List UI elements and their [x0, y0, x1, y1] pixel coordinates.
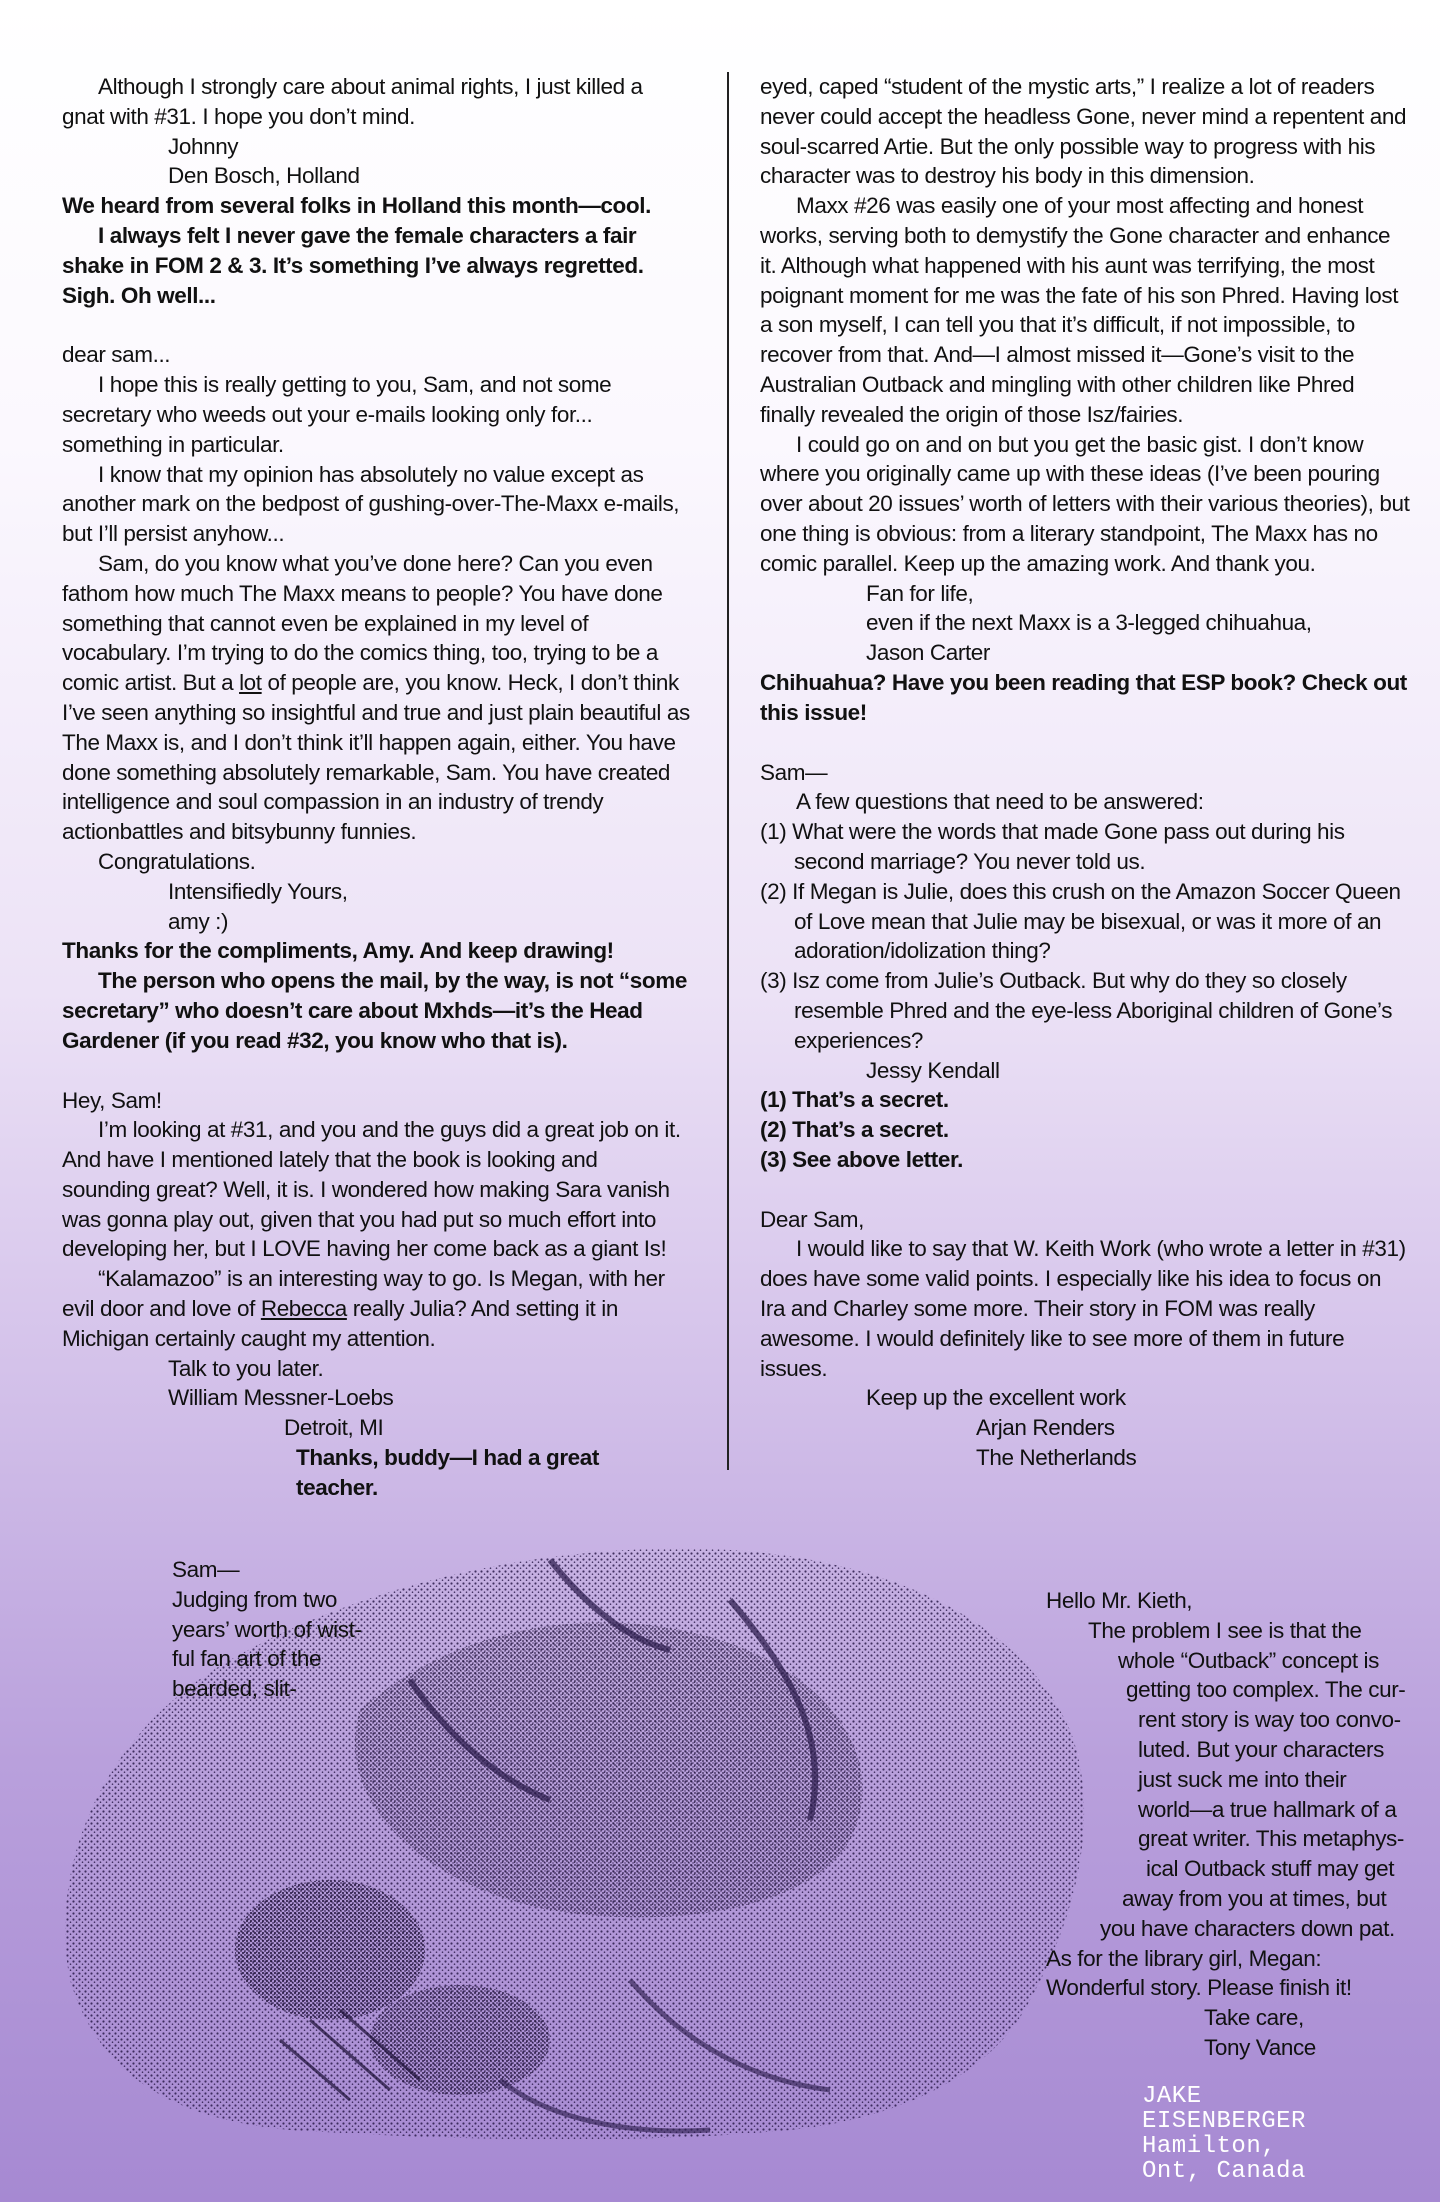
signature-name: amy :) [168, 908, 229, 934]
letter-paragraph: eyed, caped “student of the mystic arts,” I realize a lot of readers never could accept the headless Gone, never mind a repentent and soul-scarred Artie. But the only possible way to progress with his character was to destroy his body in this dimension. [760, 74, 1407, 189]
editor-reply: Thanks for the compliments, Amy. And keep drawing! [62, 938, 614, 964]
letter-line: ful fan art of the [172, 1646, 322, 1672]
spacer [760, 1175, 1410, 1205]
letter-paragraph [62, 549, 690, 847]
question-item: (2) If Megan is Julie, does this crush on the Amazon Soccer Queen of Love mean that Julie may be bisexual, or was it more of an adoration/idolization thing? [760, 878, 1401, 964]
letter-line: world—a true hallmark of a [1138, 1796, 1397, 1822]
letter-line: you have characters down pat. [1100, 1915, 1395, 1941]
signature-name: Jessy Kendall [866, 1057, 1000, 1083]
editor-reply: We heard from several folks in Holland this month—cool. [62, 193, 651, 219]
letter-line: great writer. This metaphys- [1138, 1826, 1404, 1852]
letter-line: luted. But your characters [1138, 1736, 1384, 1762]
letter-signoff: Talk to you later. [168, 1355, 324, 1381]
letter-signoff: Fan for life, [866, 580, 974, 606]
text-run: really Julia? And setting it in Michigan certainly caught my attention. [62, 1296, 618, 1351]
letter-signoff: even if the next Maxx is a 3-legged chihuahua, [866, 610, 1312, 636]
letter-signoff: Intensifiedly Yours, [168, 878, 348, 904]
letter-line: Wonderful story. Please finish it! [1046, 1975, 1352, 2001]
letter-closing: Congratulations. [98, 848, 256, 874]
artist-first-name: JAKE [1142, 2083, 1202, 2110]
answer-item: (1) That’s a secret. [760, 1087, 949, 1113]
letter-greeting: Sam— [172, 1557, 240, 1582]
question-item: (1) What were the words that made Gone pass out during his second marriage? You never told us. [760, 819, 1345, 874]
artist-region: Ont, Canada [1142, 2158, 1306, 2185]
spacer [62, 310, 690, 340]
letter-paragraph: A few questions that need to be answered: [796, 789, 1204, 815]
spacer [62, 1056, 690, 1086]
letter-line: ical Outback stuff may get [1146, 1856, 1395, 1882]
letter-line: bearded, slit- [172, 1676, 297, 1702]
letter-paragraph: Maxx #26 was easily one of your most affecting and honest works, serving both to demystify the Gone character and enhance it. Although what happened with his aunt was terrifying, the most poignant moment for me was the fate of his son Phred. Having lost a son myself, I can tell you that it’s difficult, if not impossible, to recover from that. And—I almost missed it—Gone’s visit to the Australian Outback and mingling with other children like Phred finally revealed the origin of those Isz/fairies. [760, 193, 1399, 427]
letter-line: just suck me into their [1138, 1766, 1347, 1792]
letter-paragraph [62, 1264, 690, 1353]
right-column [760, 72, 1410, 1473]
art-letter-right [1046, 1586, 1431, 2063]
letter-signoff: Keep up the excellent work [866, 1385, 1126, 1411]
artist-last-name: EISENBERGER [1142, 2108, 1306, 2135]
signature-name: Johnny [168, 133, 239, 159]
letter-greeting: Sam— [760, 759, 828, 785]
letter-greeting: Dear Sam, [760, 1206, 864, 1232]
answer-item: (2) That’s a secret. [760, 1117, 949, 1143]
letter-line: getting too complex. The cur- [1126, 1677, 1406, 1703]
letter-line: whole “Outback” concept is [1118, 1647, 1379, 1673]
art-letter-left [172, 1555, 382, 1704]
letter-signoff: Take care, [1204, 2005, 1304, 2031]
letter-line: rent story is way too convo- [1138, 1707, 1401, 1733]
letter-line: As for the library girl, Megan: [1046, 1945, 1322, 1971]
editor-reply: Thanks, buddy—I had a great teacher. [296, 1445, 600, 1500]
question-item: (3) Isz come from Julie’s Outback. But why do they so closely resemble Phred and the eye-less Aboriginal children of Gone’s experiences? [760, 968, 1393, 1053]
signature-name: Tony Vance [1204, 2034, 1316, 2060]
letter-body: Although I strongly care about animal rights, I just killed a gnat with #31. I hope you don’t mind. [62, 74, 643, 129]
letter-line: years’ worth of wist- [172, 1616, 362, 1642]
signature-place: The Netherlands [976, 1445, 1137, 1471]
letter-paragraph: I hope this is really getting to you, Sam, and not some secretary who weeds out your e-mails looking only for... something in particular. [62, 372, 612, 457]
signature-name: Arjan Renders [976, 1415, 1115, 1441]
letter-line: away from you at times, but [1122, 1885, 1387, 1911]
answer-item: (3) See above letter. [760, 1146, 963, 1172]
text-run: Sam, do you know what you’ve done here? Can you even fathom how much The Maxx means to people? You have done something that cannot even be explained in my level of vocabulary. I’m trying to do the comics thing, too, trying to be a comic artist. But a [62, 550, 663, 696]
letter-paragraph: I know that my opinion has absolutely no value except as another mark on the bedpost of gushing-over-The-Maxx e-mails, but I’ll persist anyhow... [62, 461, 680, 547]
artist-city: Hamilton, [1142, 2133, 1277, 2160]
letter-greeting: Hello Mr. Kieth, [1046, 1588, 1193, 1613]
text-run: of people are, you know. Heck, I don’t think I’ve seen anything so insightful and true and just plain beautiful as The Maxx is, and I don’t think it’ll happen again, either. You have done something absolutely remarkable, Sam. You have created intelligence and soul compassion in an industry of trendy actionbattles and bitsybunny funnies. [62, 670, 690, 845]
spacer [760, 728, 1410, 758]
letter-line: Judging from two [172, 1586, 337, 1612]
signature-name: Jason Carter [866, 640, 991, 666]
column-divider [727, 72, 729, 1470]
letter-greeting: dear sam... [62, 342, 171, 368]
editor-reply: Chihuahua? Have you been reading that ESP book? Check out this issue! [760, 669, 1407, 725]
editor-reply: The person who opens the mail, by the way, is not “some secretary” who doesn’t care about Mxhds—it’s the Head Gardener (if you read #32, you know who that is). [62, 968, 687, 1053]
artist-credit [1142, 2084, 1422, 2184]
underlined-word: Rebecca [260, 1296, 347, 1322]
signature-place: Den Bosch, Holland [168, 163, 360, 189]
signature-name: William Messner-Loebs [168, 1385, 394, 1411]
letter-paragraph: I would like to say that W. Keith Work (who wrote a letter in #31) does have some valid points. I especially like his idea to focus on Ira and Charley some more. Their story in FOM was really awesome. I would definitely like to see more of them in future issues. [760, 1236, 1406, 1381]
editor-reply: I always felt I never gave the female characters a fair shake in FOM 2 & 3. It’s something I’ve always regretted. Sigh. Oh well... [62, 222, 644, 308]
letter-line: The problem I see is that the [1088, 1617, 1362, 1643]
underlined-word: lot [239, 670, 262, 696]
left-column [62, 72, 690, 1503]
letter-paragraph: I’m looking at #31, and you and the guys did a great job on it. And have I mentioned lately that the book is looking and sounding great? Well, it is. I wondered how making Sara vanish was gonna play out, given that you had put so much effort into developing her, but I LOVE having her come back as a giant Is! [62, 1117, 681, 1262]
signature-place: Detroit, MI [284, 1415, 384, 1441]
letter-greeting: Hey, Sam! [62, 1087, 162, 1113]
text-run: “Kalamazoo” is an interesting way to go. Is Megan, with her evil door and love of [62, 1266, 665, 1322]
letter-paragraph: I could go on and on but you get the basic gist. I don’t know where you originally came up with these ideas (I’ve been pouring over about 20 issues’ worth of letters with their various theories), but one thing is obvious: from a literary standpoint, The Maxx has no comic parallel. Keep up the amazing work. And thank you. [760, 431, 1410, 576]
